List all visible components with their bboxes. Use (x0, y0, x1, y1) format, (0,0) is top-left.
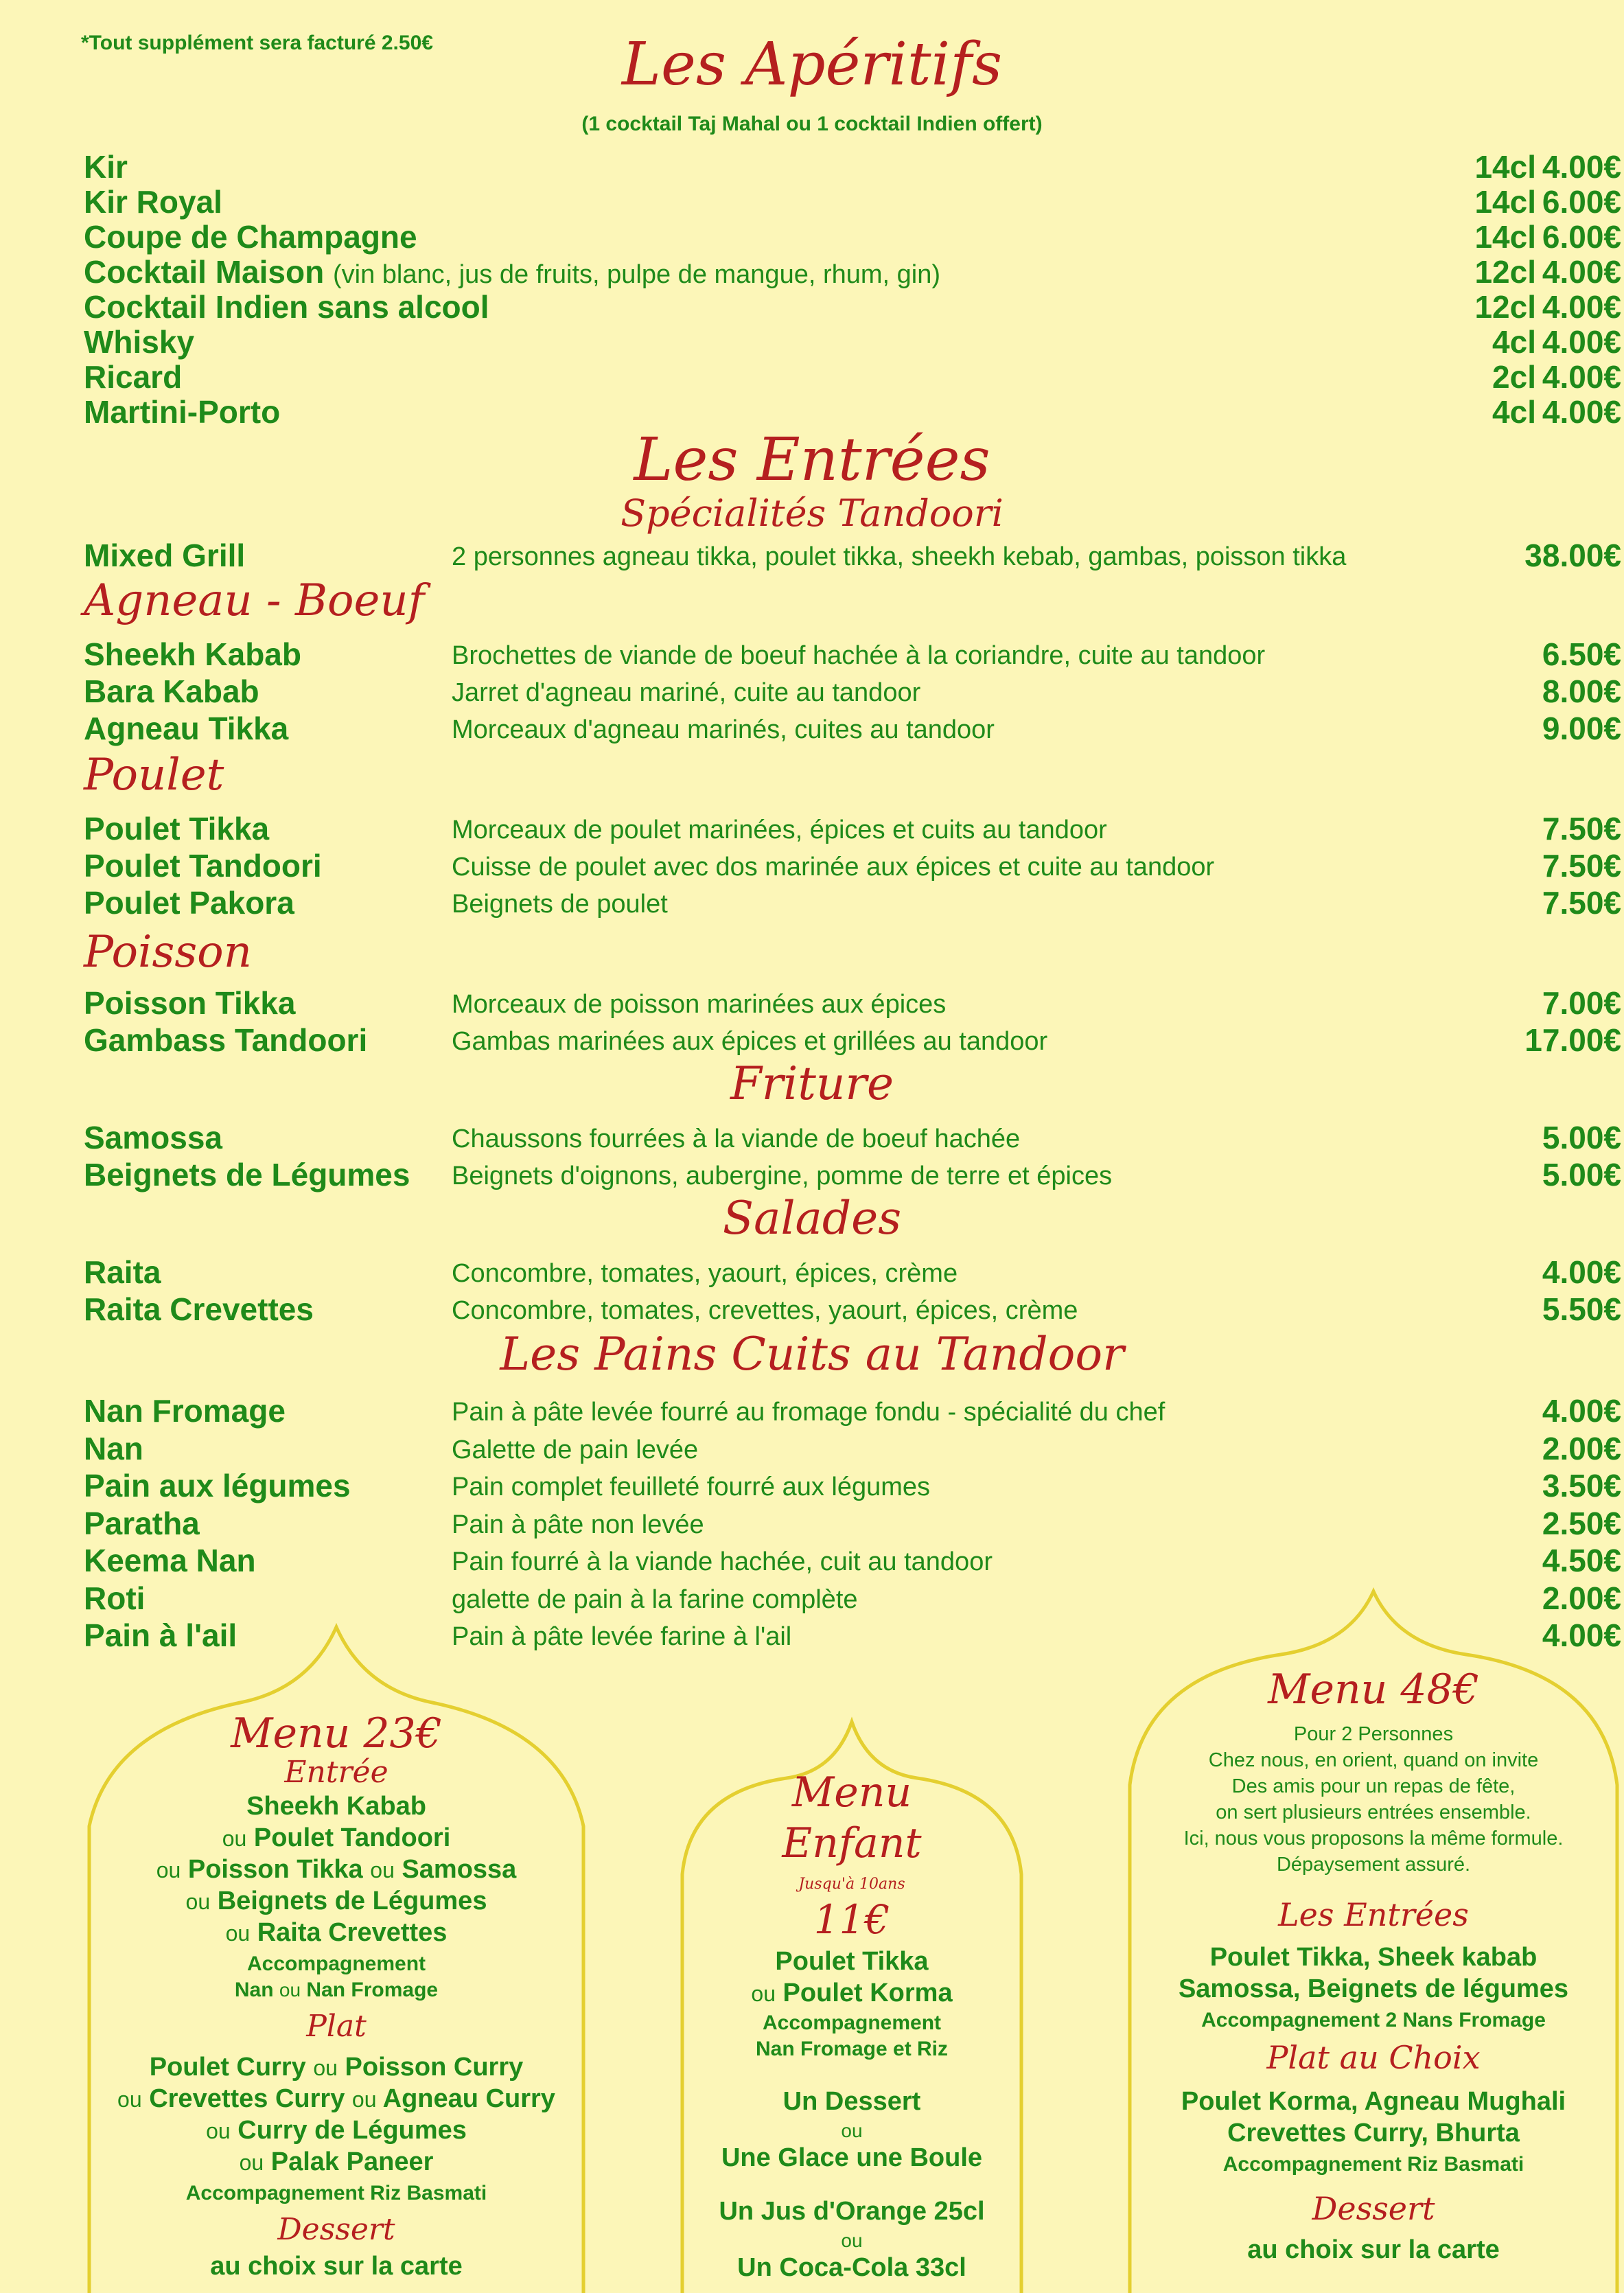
item-desc: Chaussons fourrées à la viande de boeuf hachée (452, 1125, 1021, 1153)
item-price: 5.00€ (1542, 1157, 1621, 1192)
menu-item-row (84, 253, 1621, 290)
item-desc: Pain fourré à la viande hachée, cuit au tandoor (452, 1547, 993, 1576)
menu-item-row (84, 288, 1621, 325)
menu-enfant-jus: Un Jus d'Orange 25cl (719, 2197, 985, 2226)
item-price: 2.50€ (1542, 1505, 1621, 1541)
menu-enfant-title1: Menu (791, 1768, 912, 1817)
menu-48-l4: on sert plusieurs entrées ensemble. (1216, 1801, 1531, 1823)
entrees-subtitle: Spécialités Tandoori (620, 492, 1004, 535)
menu-48-p2: Crevettes Curry, Bhurta (1227, 2119, 1520, 2147)
item-name: Keema Nan (84, 1543, 256, 1578)
menu-23-panel (82, 1620, 590, 2293)
item-desc: Morceaux d'agneau marinés, cuites au tandoor (452, 715, 995, 744)
menu-item-row (84, 710, 1621, 747)
menu-item-row (84, 847, 1621, 884)
item-name: Kir Royal (84, 184, 222, 220)
item-name: Pain à l'ail (84, 1617, 237, 1653)
item-desc: Pain à pâte levée farine à l'ail (452, 1622, 792, 1651)
item-name: Beignets de Légumes (84, 1157, 410, 1192)
menu-23-e1: Sheekh Kabab (246, 1792, 426, 1821)
item-volume: 12cl (1474, 254, 1536, 290)
menu-23-accomp-riz: Accompagnement Riz Basmati (185, 2182, 487, 2204)
item-price: 6.00€ (1542, 219, 1621, 255)
menu-48-plat-label: Plat au Choix (1266, 2039, 1481, 2076)
menu-item-row (84, 358, 1621, 395)
menu-enfant-coca: Un Coca-Cola 33cl (737, 2253, 966, 2282)
item-name: Roti (84, 1580, 146, 1616)
item-price: 4.00€ (1542, 1254, 1621, 1290)
menu-enfant-i1: Poulet Tikka (775, 1947, 929, 1976)
item-price: 4.00€ (1542, 394, 1621, 430)
item-name: Ricard (84, 359, 183, 395)
menu-enfant-accomp-label: Accompagnement (762, 2012, 942, 2034)
menu-48-e2: Samossa, Beignets de légumes (1178, 1974, 1569, 2003)
item-desc: Morceaux de poulet marinées, épices et cuits au tandoor (452, 816, 1107, 844)
item-desc: Gambas marinées aux épices et grillées au tandoor (452, 1027, 1048, 1056)
menu-enfant-accomp: Nan Fromage et Riz (755, 2038, 949, 2060)
item-price: 7.50€ (1542, 885, 1621, 921)
menu-48-e3: Accompagnement 2 Nans Fromage (1201, 2009, 1546, 2031)
item-name: Nan Fromage (84, 1393, 286, 1429)
poulet-title: Poulet (84, 750, 224, 800)
item-price: 7.50€ (1542, 848, 1621, 884)
menu-23-p1: Poulet Curry ou Poisson Curry (149, 2053, 524, 2082)
menu-item-row (84, 1467, 1621, 1504)
menu-item-row (84, 1430, 1621, 1467)
menu-48-title: Menu 48€ (1268, 1666, 1479, 1714)
aperitifs-subtitle: (1 cocktail Taj Mahal ou 1 cocktail Indien offert) (581, 113, 1043, 135)
menu-23-dessert-label: Dessert (277, 2212, 395, 2247)
menu-item-row (84, 218, 1621, 255)
menu-23-e4: ou Beignets de Légumes (185, 1887, 487, 1915)
item-name: Bara Kabab (84, 673, 259, 709)
item-price: 4.00€ (1542, 149, 1621, 185)
item-price: 5.50€ (1542, 1291, 1621, 1327)
menu-48-p1: Poulet Korma, Agneau Mughali (1181, 2087, 1566, 2116)
item-price: 4.00€ (1542, 1393, 1621, 1429)
aperitifs-title: Les Apéritifs (621, 30, 1003, 99)
menu-item-row (84, 810, 1621, 847)
menu-23-accomp-label: Accompagnement (246, 1952, 426, 1975)
menu-item-row (84, 1119, 1621, 1156)
menu-48-l3: Des amis pour un repas de fête, (1231, 1775, 1516, 1797)
item-price: 8.00€ (1542, 673, 1621, 709)
item-price: 6.50€ (1542, 636, 1621, 672)
menu-item-row (84, 1392, 1621, 1429)
friture-title: Friture (730, 1057, 894, 1110)
item-price: 4.00€ (1542, 324, 1621, 360)
menu-item-row (84, 183, 1621, 220)
entrees-title: Les Entrées (634, 426, 990, 494)
item-name: Mixed Grill (84, 538, 246, 573)
item-name: Poulet Tikka (84, 811, 270, 846)
menu-item-row (84, 1291, 1621, 1328)
menu-item-row (84, 673, 1621, 710)
item-desc: Beignets de poulet (452, 890, 668, 919)
menu-item-row (84, 884, 1621, 921)
menu-23-e5: ou Raita Crevettes (225, 1918, 448, 1947)
menu-item-row (84, 1156, 1621, 1193)
item-desc: 2 personnes agneau tikka, poulet tikka, sheekh kebab, gambas, poisson tikka (452, 542, 1347, 571)
menu-item-row (84, 1254, 1621, 1291)
item-price: 4.00€ (1542, 1617, 1621, 1653)
item-price: 6.00€ (1542, 184, 1621, 220)
menu-enfant-price: 11€ (813, 1896, 890, 1943)
menu-item-row (84, 537, 1621, 574)
item-desc: Jarret d'agneau mariné, cuite au tandoor (452, 678, 921, 707)
item-name: Martini-Porto (84, 394, 281, 430)
item-name: Paratha (84, 1505, 200, 1541)
menu-item-row (84, 984, 1621, 1022)
item-name: Poulet Tandoori (84, 848, 322, 884)
item-name: Samossa (84, 1120, 223, 1155)
menu-enfant-dessert: Un Dessert (782, 2087, 921, 2116)
menu-48-e1: Poulet Tikka, Sheek kabab (1209, 1943, 1538, 1972)
menu-48-l1: Pour 2 Personnes (1293, 1723, 1454, 1745)
menu-enfant-glace: Une Glace une Boule (721, 2143, 983, 2172)
item-price: 17.00€ (1524, 1022, 1621, 1058)
item-desc: Pain à pâte levée fourré au fromage fondu - spécialité du chef (452, 1398, 1165, 1427)
menu-item-row (84, 393, 1621, 430)
item-name: Cocktail Maison (vin blanc, jus de fruits, pulpe de mangue, rhum, gin) (84, 254, 941, 290)
salades-title: Salades (722, 1192, 902, 1245)
item-price: 5.00€ (1542, 1120, 1621, 1155)
menu-item-row (84, 1542, 1621, 1579)
item-price: 3.50€ (1542, 1468, 1621, 1503)
item-desc: Pain complet feuilleté fourré aux légumes (452, 1473, 931, 1501)
item-name: Whisky (84, 324, 195, 360)
menu-23-plat-label: Plat (306, 2009, 367, 2044)
item-name: Cocktail Indien sans alcool (84, 289, 489, 325)
item-name: Agneau Tikka (84, 711, 289, 746)
menu-enfant-ou-1: ou (841, 2120, 863, 2141)
item-name: Raita (84, 1254, 161, 1290)
item-desc: (vin blanc, jus de fruits, pulpe de mangue, rhum, gin) (332, 260, 941, 289)
menu-48-dessert: au choix sur la carte (1247, 2235, 1500, 2264)
menu-23-entree-label: Entrée (284, 1755, 388, 1790)
item-price: 2.00€ (1542, 1430, 1621, 1466)
item-volume: 2cl (1492, 359, 1536, 395)
item-desc: Brochettes de viande de boeuf hachée à la coriandre, cuite au tandoor (452, 641, 1266, 670)
item-price: 7.00€ (1542, 985, 1621, 1021)
menu-23-e2: ou Poulet Tandoori (222, 1823, 451, 1852)
menu-23-p2: ou Crevettes Curry ou Agneau Curry (117, 2084, 555, 2113)
menu-enfant-ou-2: ou (841, 2230, 863, 2251)
item-volume: 14cl (1474, 219, 1536, 255)
menu-enfant-title2: Enfant (782, 1819, 922, 1867)
menu-48-l6: Dépaysement assuré. (1276, 1854, 1471, 1876)
item-volume: 14cl (1474, 184, 1536, 220)
menu-23-title: Menu 23€ (231, 1709, 442, 1758)
menu-item-row (84, 1022, 1621, 1059)
item-desc: Concombre, tomates, yaourt, épices, crème (452, 1259, 958, 1288)
menu-48-dessert-label: Dessert (1312, 2190, 1435, 2227)
item-price: 38.00€ (1524, 538, 1621, 573)
menu-item-row (84, 148, 1621, 185)
item-volume: 14cl (1474, 149, 1536, 185)
item-name: Pain aux légumes (84, 1468, 351, 1503)
menu-48-entrees-label: Les Entrées (1278, 1896, 1469, 1933)
item-desc: Morceaux de poisson marinées aux épices (452, 990, 947, 1019)
menu-item-row (84, 636, 1621, 673)
item-volume: 4cl (1492, 324, 1536, 360)
item-desc: Pain à pâte non levée (452, 1510, 704, 1539)
menu-item-row (84, 1505, 1621, 1542)
menu-48-p3: Accompagnement Riz Basmati (1222, 2153, 1524, 2176)
item-name: Raita Crevettes (84, 1291, 314, 1327)
item-desc: Concombre, tomates, crevettes, yaourt, épices, crème (452, 1296, 1078, 1325)
menu-enfant-i2: ou Poulet Korma (751, 1979, 953, 2007)
menu-48-l2: Chez nous, en orient, quand on invite (1208, 1749, 1539, 1771)
menu-23-accomp: Nan ou Nan Fromage (234, 1979, 439, 2001)
item-name: Kir (84, 149, 128, 185)
menu-23-p3: ou Curry de Légumes (206, 2116, 467, 2145)
menu-48-l5: Ici, nous vous proposons la même formule. (1183, 1828, 1564, 1850)
item-volume: 12cl (1474, 289, 1536, 325)
item-price: 4.50€ (1542, 1543, 1621, 1578)
item-price: 9.00€ (1542, 711, 1621, 746)
item-price: 7.50€ (1542, 811, 1621, 846)
menu-enfant-panel (677, 1716, 1027, 2293)
item-name: Poulet Pakora (84, 885, 294, 921)
item-name: Poisson Tikka (84, 985, 296, 1021)
item-name: Sheekh Kabab (84, 636, 301, 672)
menu-48-panel (1123, 1586, 1624, 2293)
item-name: Nan (84, 1430, 143, 1466)
supplement-note: *Tout supplément sera facturé 2.50€ (81, 32, 433, 54)
menu-item-row (84, 323, 1621, 360)
item-desc: Beignets d'oignons, aubergine, pomme de terre et épices (452, 1162, 1113, 1190)
item-price: 4.00€ (1542, 254, 1621, 290)
menu-enfant-age: Jusqu'à 10ans (798, 1876, 905, 1893)
item-desc: galette de pain à la farine complète (452, 1585, 858, 1614)
menu-23-p4: ou Palak Paneer (239, 2147, 434, 2176)
menu-23-e3: ou Poisson Tikka ou Samossa (156, 1855, 517, 1884)
menu-23-dessert: au choix sur la carte (210, 2252, 463, 2281)
item-volume: 4cl (1492, 394, 1536, 430)
item-desc: Cuisse de poulet avec dos marinée aux épices et cuite au tandoor (452, 853, 1215, 882)
item-name: Gambass Tandoori (84, 1022, 368, 1058)
item-desc: Galette de pain levée (452, 1435, 699, 1464)
item-name: Coupe de Champagne (84, 219, 417, 255)
item-price: 4.00€ (1542, 359, 1621, 395)
item-price: 4.00€ (1542, 289, 1621, 325)
pains-title: Les Pains Cuits au Tandoor (500, 1328, 1124, 1381)
poisson-title: Poisson (84, 927, 252, 978)
agneau-title: Agneau - Boeuf (84, 575, 425, 626)
item-price: 2.00€ (1542, 1580, 1621, 1616)
